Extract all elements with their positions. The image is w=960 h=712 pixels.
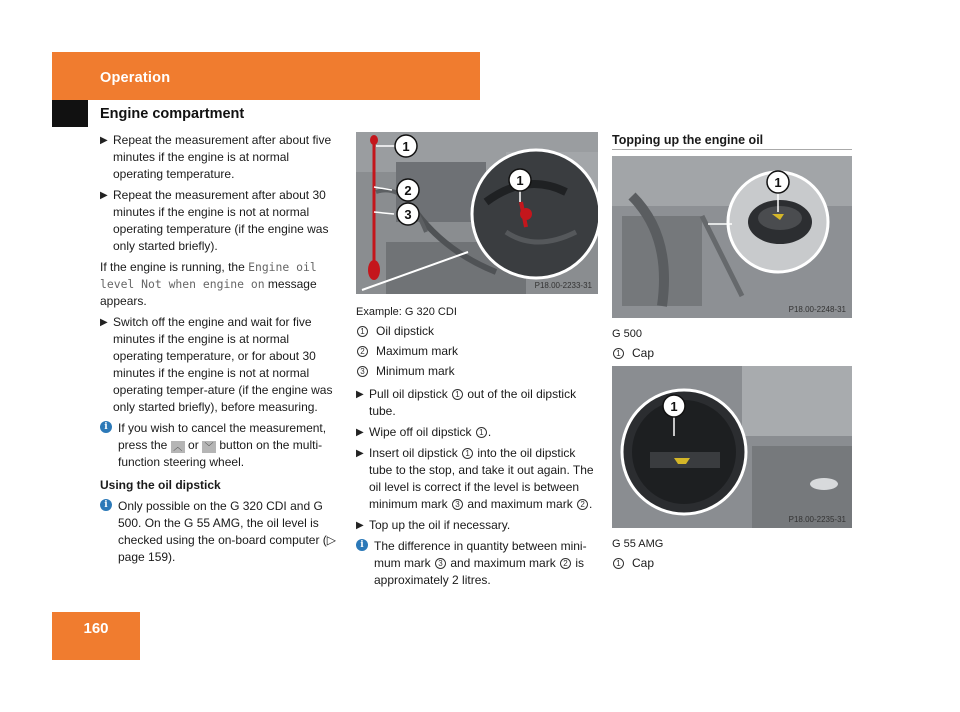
step-arrow-icon: ▶ — [100, 317, 108, 328]
step-arrow-icon: ▶ — [100, 135, 108, 146]
step-pull-dipstick: ▶ Pull oil dipstick 1 out of the oil dipstick tube. — [356, 387, 577, 418]
g500-caption-block — [612, 322, 852, 365]
image-caption: G 55 AMG — [612, 538, 664, 550]
header-tab — [52, 100, 88, 127]
info-icon: i — [100, 421, 112, 433]
page-number-block — [52, 612, 140, 660]
legend-item: 3 Minimum mark — [356, 363, 598, 380]
image-code: P18.00-2233-31 — [534, 281, 592, 290]
section-title: Operation — [100, 70, 171, 86]
g55-caption-block — [612, 532, 852, 575]
legend-item: 1 Cap — [612, 555, 852, 572]
callout-1: 1 — [670, 399, 678, 414]
legend-item: 1 Cap — [612, 345, 852, 362]
down-button-icon: ﹀ — [202, 441, 216, 453]
display-message: Engine oil level Not when engine on — [100, 260, 317, 291]
subsection-title: Engine compartment — [100, 106, 245, 122]
photo-g500-cap — [612, 156, 852, 318]
photo-dipstick — [356, 132, 598, 294]
callout-1b: 1 — [516, 173, 524, 188]
column-middle — [356, 300, 598, 593]
step-arrow-icon: ▶ — [356, 448, 364, 459]
image-code: P18.00-2248-31 — [788, 305, 846, 314]
callout-1: 1 — [774, 175, 782, 190]
step-repeat-thirty: ▶ Repeat the measurement after about 30 minutes if the engine is not at normal operating temperature (if the engine was only started briefly). — [100, 188, 329, 253]
page-number: 160 — [83, 620, 109, 637]
info-icon: i — [356, 539, 368, 551]
image-code: P18.00-2235-31 — [788, 515, 846, 524]
info-icon: i — [100, 499, 112, 511]
heading-topping-up: Topping up the engine oil — [612, 133, 764, 147]
step-wipe-dipstick: ▶ Wipe off oil dipstick 1 . — [356, 425, 492, 439]
step-repeat-five: ▶ Repeat the measurement after about five minutes if the engine is at normal operating temperature. — [100, 133, 332, 181]
legend-item: 1 Oil dipstick — [356, 323, 598, 340]
step-arrow-icon: ▶ — [356, 389, 364, 400]
info-models: i Only possible on the G 320 CDI and G 500. On the G 55 AMG, the oil level is checked using the on-board computer (▷ page 159). — [100, 498, 342, 566]
info-cancel: i If you wish to cancel the measurement, press the ︿ or ﹀ button on the multi-function steering wheel. — [100, 420, 342, 471]
header-band — [52, 52, 480, 100]
column-left — [100, 132, 342, 570]
callout-3: 3 — [404, 207, 412, 222]
paragraph-engine-running: If the engine is running, the Engine oil level Not when engine on message appears. — [100, 260, 317, 308]
image-caption: Example: G 320 CDI — [356, 306, 457, 318]
image-caption: G 500 — [612, 328, 642, 340]
photo-g55amg-cap — [612, 366, 852, 528]
step-switch-off: ▶ Switch off the engine and wait for five minutes if the engine is at normal operating temperature, or for about 30 minutes if the engine is not at normal operating temper-ature (if the engine was only started briefly), before measuring. — [100, 315, 333, 414]
step-arrow-icon: ▶ — [100, 190, 108, 201]
callout-1: 1 — [402, 139, 410, 154]
step-top-up: ▶ Top up the oil if necessary. — [356, 518, 511, 532]
step-arrow-icon: ▶ — [356, 427, 364, 438]
step-insert-dipstick: ▶ Insert oil dipstick 1 into the oil dipstick tube to the stop, and take it out again. The oil level is correct if the level is between minimum mark 3 and maximum mark 2 . — [356, 446, 594, 511]
page-ref-icon: ▷ — [326, 533, 337, 547]
step-arrow-icon: ▶ — [356, 520, 364, 531]
heading-using-dipstick: Using the oil dipstick — [100, 478, 221, 492]
legend-item: 2 Maximum mark — [356, 343, 598, 360]
callout-2: 2 — [404, 183, 412, 198]
heading-rule — [612, 149, 852, 150]
info-difference: i The difference in quantity between mini-mum mark 3 and maximum mark 2 is approximately 2 litres. — [356, 538, 598, 589]
up-button-icon: ︿ — [171, 441, 185, 453]
